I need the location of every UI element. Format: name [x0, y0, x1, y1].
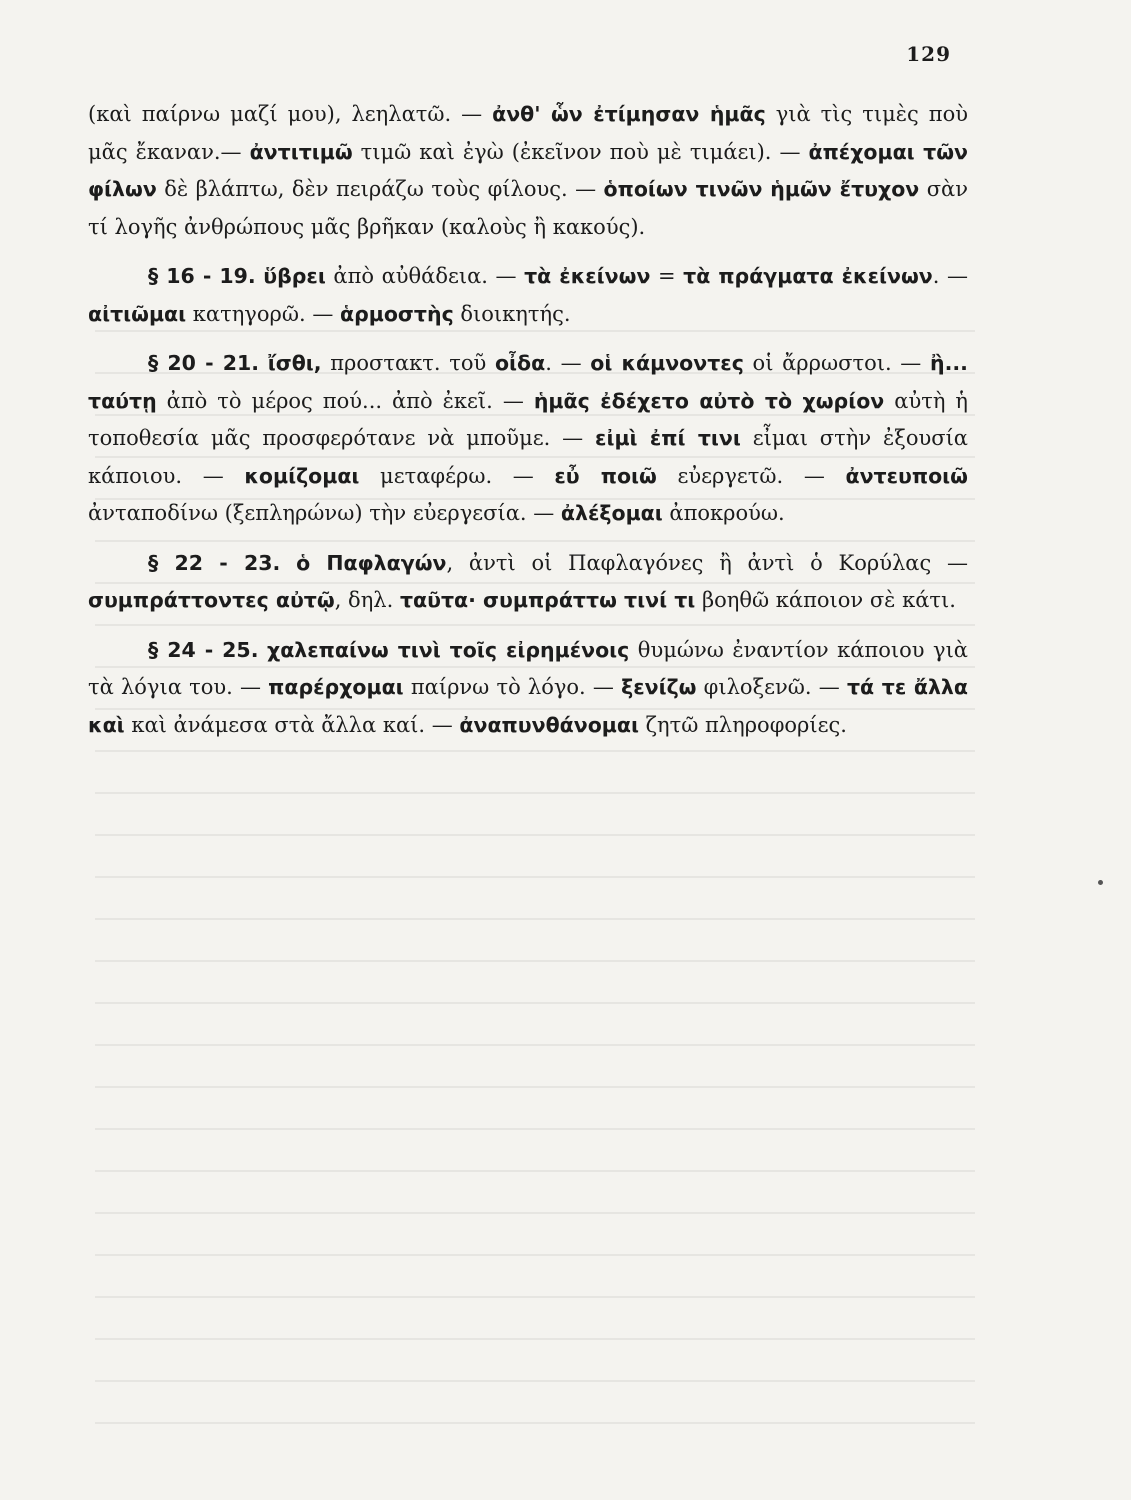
- headword: ὁ Παφλαγών: [296, 550, 447, 575]
- gloss-text: μεταφέρω. —: [359, 463, 555, 488]
- headword: ταῦτα· συμπράττω τινί τι: [399, 588, 696, 612]
- gloss-text: φιλοξενῶ. —: [696, 675, 847, 699]
- headword: εἰμὶ ἐπί τινι: [595, 426, 741, 450]
- headword: παρέρχομαι: [268, 675, 404, 699]
- gloss-text: εἶμαι στὴν ἐξουσία κάποιου. —: [88, 426, 968, 488]
- scan-speck: [1098, 880, 1103, 885]
- gloss-text: βοηθῶ κάποιον σὲ κάτι.: [695, 588, 956, 612]
- paragraph: [88, 345, 968, 533]
- gloss-text: ζητῶ πληροφορίες.: [638, 712, 847, 737]
- headword: ἀντευποιῶ: [845, 463, 968, 488]
- headword: οἱ κάμνοντες: [590, 351, 744, 375]
- headword: τά τε ἄλλα καὶ: [88, 675, 968, 737]
- gloss-text: γιὰ τὶς τιμὲς ποὺ μᾶς ἔκαναν.—: [88, 102, 968, 164]
- headword: τὰ ἐκείνων: [524, 264, 651, 288]
- commentary-text: [88, 96, 968, 744]
- gloss-text: οἱ ἄρρωστοι. —: [743, 351, 930, 375]
- headword: § 20 - 21.: [148, 351, 260, 375]
- gloss-text: . —: [932, 264, 968, 288]
- gloss-text: κατηγορῶ. —: [186, 301, 340, 326]
- paragraph: [88, 632, 968, 745]
- gloss-text: [259, 351, 268, 375]
- headword: ἴσθι,: [267, 351, 322, 375]
- gloss-text: [280, 551, 296, 575]
- gloss-text: (καὶ παίρνω μαζί μου), λεηλατῶ. —: [88, 102, 493, 126]
- gloss-text: ἀπὸ τὸ μέρος πού... ἀπὸ ἐκεῖ. —: [156, 388, 534, 413]
- paragraph: [88, 96, 968, 246]
- gloss-text: δὲ βλάπτω, δὲν πειράζω τοὺς φίλους. —: [156, 177, 604, 201]
- gloss-text: παίρνω τὸ λόγο. —: [403, 675, 622, 699]
- headword: τὰ πράγματα ἐκείνων: [683, 264, 933, 288]
- gloss-text: ἀνταποδίνω (ξεπληρώνω) τὴν εὐεργεσία. —: [88, 501, 561, 525]
- gloss-text: ἀπὸ αὐθάδεια. —: [325, 264, 525, 288]
- headword: συμπράττοντες αὐτῷ: [88, 588, 335, 612]
- headword: ὕβρει: [263, 264, 326, 288]
- headword: § 16 - 19.: [148, 264, 256, 288]
- paragraph: [88, 258, 968, 333]
- gloss-text: διοικητής.: [453, 301, 571, 326]
- headword: χαλεπαίνω τινὶ τοῖς εἰρημένοις: [266, 637, 630, 662]
- headword: ἀπέχομαι τῶν φίλων: [88, 139, 969, 201]
- page-number: 129: [906, 42, 951, 66]
- gloss-text: αὐτὴ ἡ τοποθεσία μᾶς προσφερότανε νὰ μποῦμε. —: [88, 388, 968, 450]
- gloss-text: εὐεργετῶ. —: [656, 463, 846, 488]
- gloss-text: σὰν τί λογῆς ἀνθρώπους μᾶς βρῆκαν (καλοὺς ἢ κακούς).: [88, 177, 968, 239]
- gloss-text: [258, 638, 267, 662]
- headword: οἶδα: [494, 351, 546, 375]
- headword: § 22 - 23.: [148, 550, 281, 575]
- gloss-text: καὶ ἀνάμεσα στὰ ἄλλα καί. —: [124, 712, 460, 737]
- gloss-text: τιμῶ καὶ ἐγὼ (ἐκεῖνον ποὺ μὲ τιμάει). —: [352, 139, 809, 164]
- headword: εὖ ποιῶ: [554, 463, 657, 488]
- paragraph: [88, 545, 968, 620]
- headword: ἡμᾶς ἐδέχετο αὐτὸ τὸ χωρίον: [533, 388, 885, 413]
- headword: αἰτιῶμαι: [88, 301, 187, 326]
- headword: ἀλέξομαι: [560, 501, 663, 525]
- headword: ἀναπυνθάνομαι: [459, 712, 639, 737]
- gloss-text: ἀποκρούω.: [662, 501, 785, 525]
- headword: ἀνθ' ὧν ἐτίμησαν ἡμᾶς: [492, 102, 766, 126]
- headword: ἢ... ταύτῃ: [88, 351, 968, 413]
- headword: κομίζομαι: [244, 463, 360, 488]
- gloss-text: , ἀντὶ οἱ Παφλαγόνες ἢ ἀντὶ ὁ Κορύλας —: [446, 550, 968, 575]
- headword: ξενίζω: [621, 675, 697, 699]
- headword: ὁποίων τινῶν ἡμῶν ἔτυχον: [603, 177, 920, 201]
- headword: ἀντιτιμῶ: [249, 139, 353, 164]
- headword: ἁρμοστὴς: [340, 301, 454, 326]
- gloss-text: θυμώνω ἐναντίον κάποιου γιὰ τὰ λόγια του. —: [88, 637, 968, 699]
- headword: § 24 - 25.: [148, 637, 259, 662]
- gloss-text: . —: [545, 351, 591, 375]
- gloss-text: =: [650, 264, 684, 288]
- gloss-text: προστακτ. τοῦ: [321, 351, 495, 375]
- gloss-text: , δηλ.: [334, 588, 400, 612]
